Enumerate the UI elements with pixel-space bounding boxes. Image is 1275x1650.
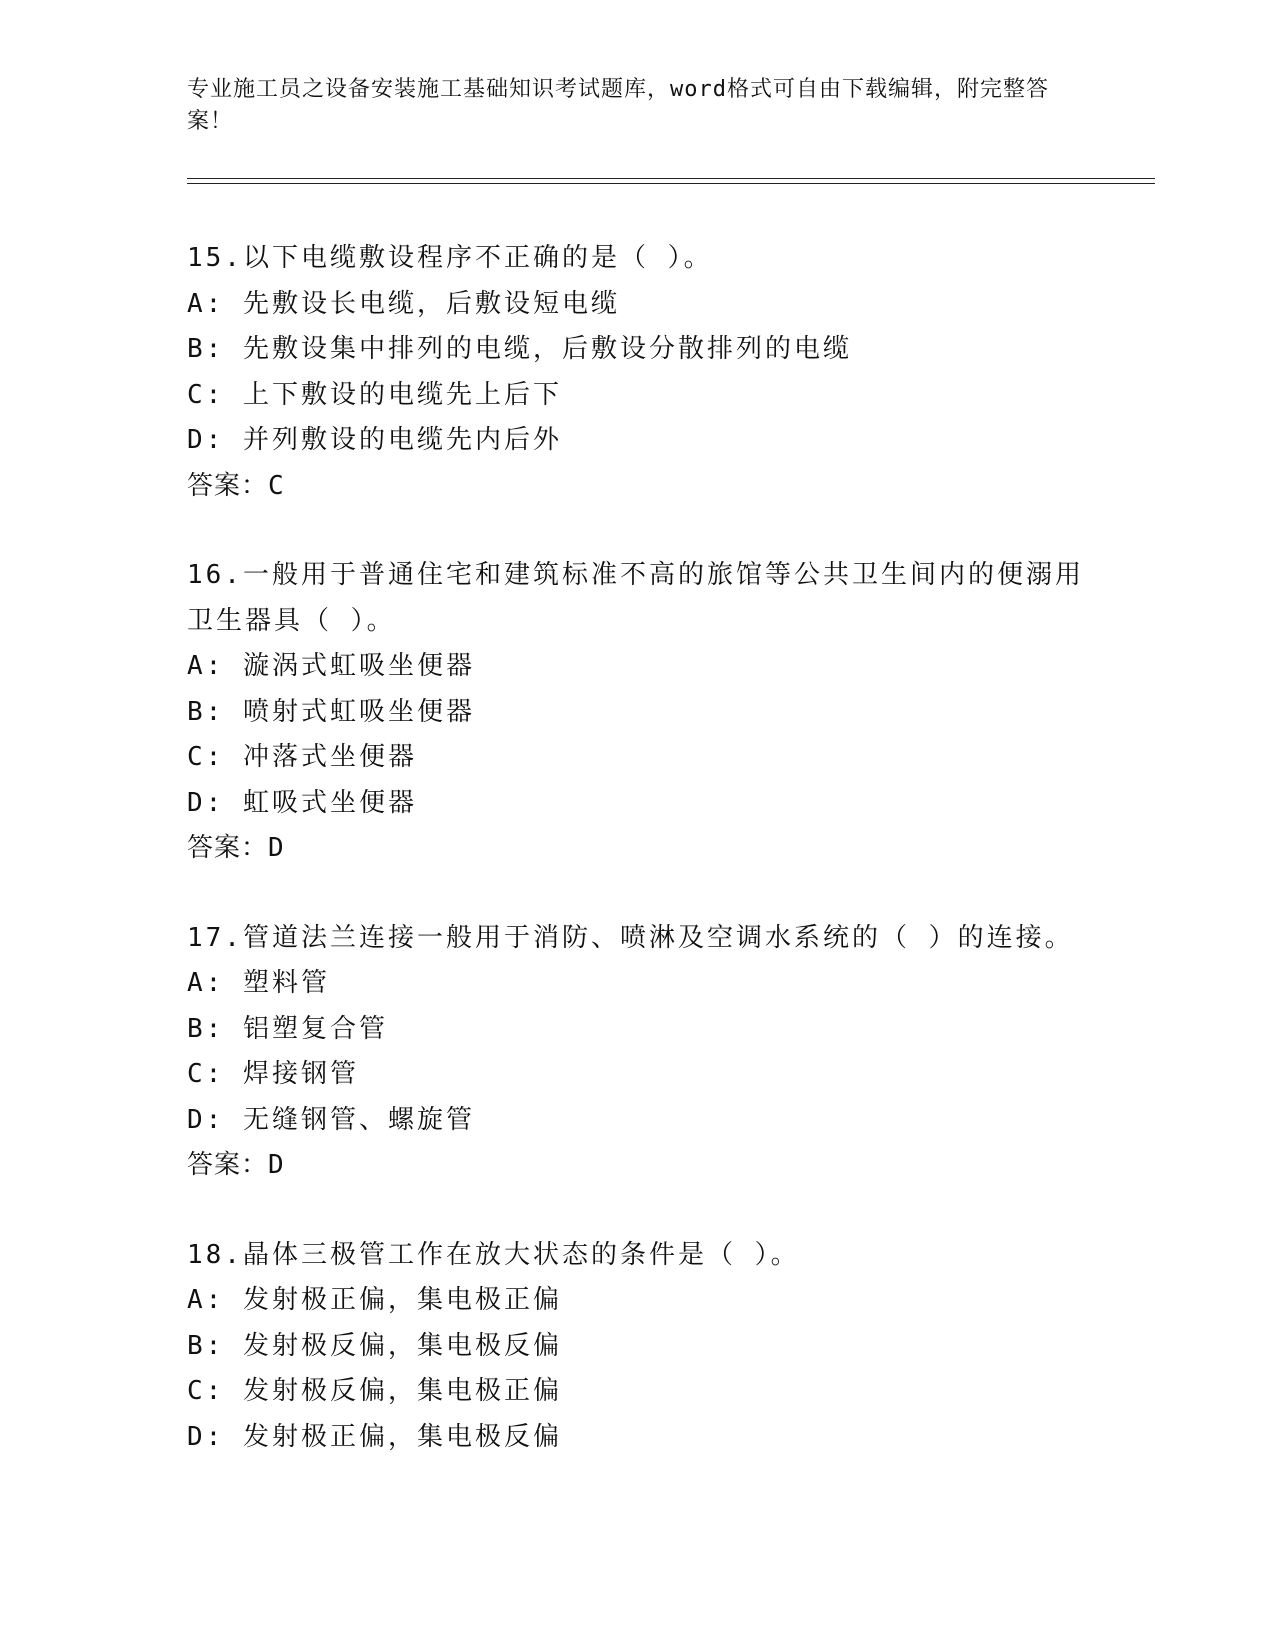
option-d: D: 虹吸式坐便器 bbox=[187, 787, 417, 818]
answer: 答案：D bbox=[187, 833, 285, 863]
option-d: D: 发射极正偏，集电极反偏 bbox=[187, 1421, 562, 1452]
question-list bbox=[187, 236, 1087, 1504]
option-b: B: 铝塑复合管 bbox=[187, 1013, 388, 1044]
question-stem: 以下电缆敷设程序不正确的是（ ）。 bbox=[242, 243, 713, 273]
question-stem: 晶体三极管工作在放大状态的条件是（ ）。 bbox=[242, 1239, 800, 1270]
question-text bbox=[187, 553, 1087, 644]
question-number: 15. bbox=[187, 243, 243, 273]
header-divider-top bbox=[187, 178, 1155, 179]
option-c: C: 焊接钢管 bbox=[187, 1059, 359, 1089]
question-number: 17. bbox=[187, 922, 243, 953]
option-b: B: 先敷设集中排列的电缆，后敷设分散排列的电缆 bbox=[187, 334, 852, 364]
option-d: D: 并列敷设的电缆先内后外 bbox=[187, 425, 562, 455]
question-text bbox=[187, 916, 1087, 962]
answer: 答案：D bbox=[187, 1150, 285, 1180]
question-stem: 管道法兰连接一般用于消防、喷淋及空调水系统的（ ）的连接。 bbox=[242, 922, 1074, 953]
document-header bbox=[187, 74, 1067, 138]
question-number: 18. bbox=[187, 1239, 243, 1270]
option-c: C: 发射极反偏，集电极正偏 bbox=[187, 1376, 562, 1406]
question-text bbox=[187, 236, 1087, 282]
question-number: 16. bbox=[187, 560, 243, 590]
question-text bbox=[187, 1233, 1087, 1279]
answer: 答案：C bbox=[187, 470, 285, 501]
question-stem: 一般用于普通住宅和建筑标准不高的旅馆等公共卫生间内的便溺用卫生器具（ ）。 bbox=[187, 560, 1084, 636]
option-b: B: 喷射式虹吸坐便器 bbox=[187, 696, 475, 727]
header-title: 专业施工员之设备安装施工基础知识考试题库，word格式可自由下载编辑，附完整答案！ bbox=[187, 77, 1049, 134]
option-a: A: 发射极正偏，集电极正偏 bbox=[187, 1285, 562, 1315]
option-b: B: 发射极反偏，集电极反偏 bbox=[187, 1330, 562, 1361]
question-18 bbox=[187, 1233, 1087, 1461]
option-c: C: 冲落式坐便器 bbox=[187, 742, 417, 772]
header-divider-bottom bbox=[187, 183, 1155, 184]
question-17 bbox=[187, 916, 1087, 1189]
option-c: C: 上下敷设的电缆先上后下 bbox=[187, 379, 562, 410]
option-a: A: 先敷设长电缆，后敷设短电缆 bbox=[187, 288, 620, 319]
option-a: A: 漩涡式虹吸坐便器 bbox=[187, 651, 475, 681]
option-a: A: 塑料管 bbox=[187, 968, 330, 998]
question-16 bbox=[187, 553, 1087, 872]
option-d: D: 无缝钢管、螺旋管 bbox=[187, 1104, 475, 1135]
question-15 bbox=[187, 236, 1087, 509]
